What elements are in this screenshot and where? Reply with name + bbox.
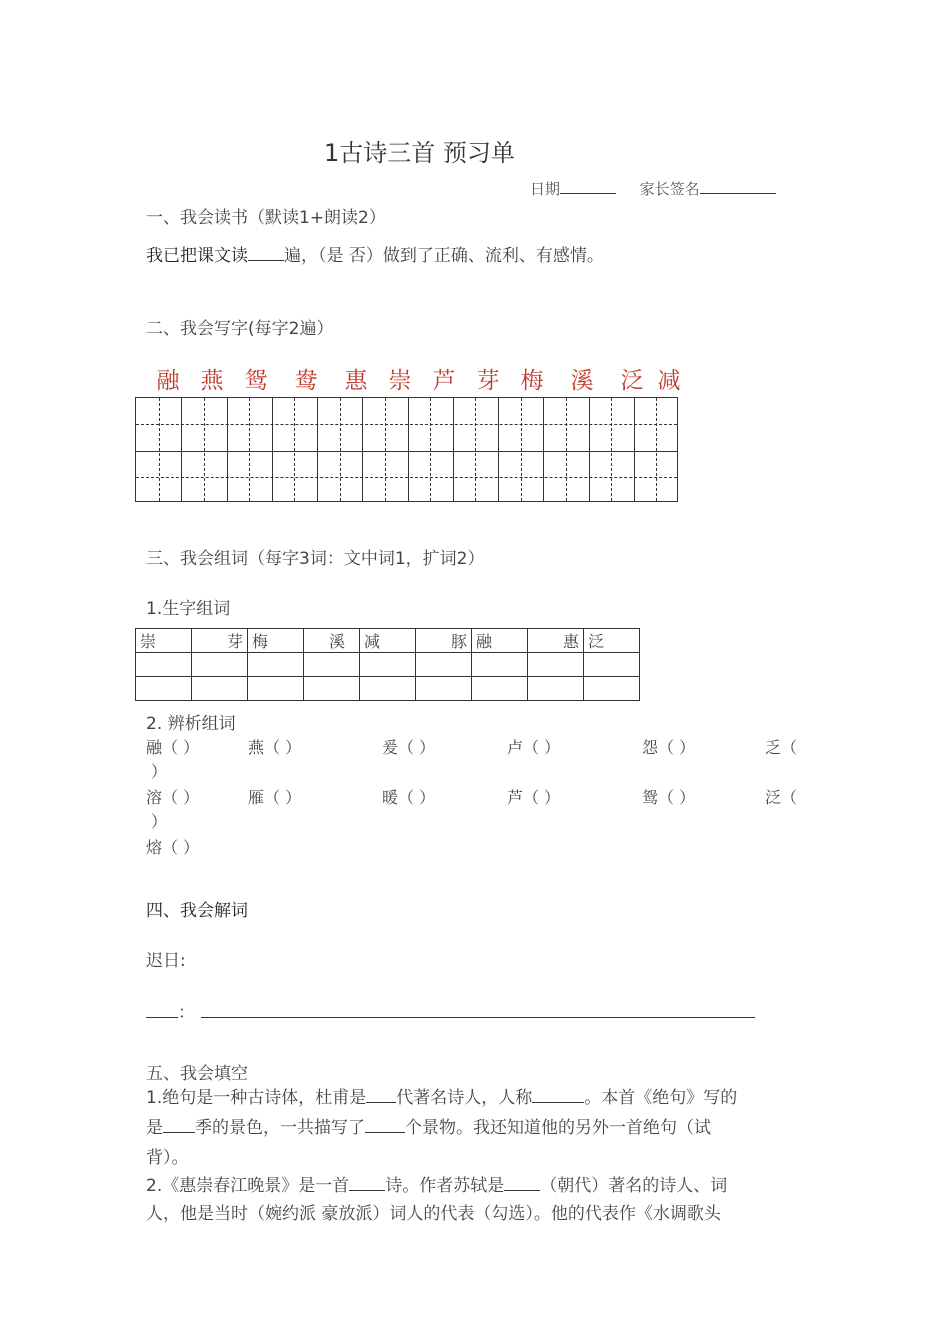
table-cell[interactable] <box>136 677 192 701</box>
practice-char: 芦 <box>432 368 456 394</box>
grid-column-line <box>159 398 160 501</box>
explanation-blank[interactable] <box>201 1001 755 1018</box>
table-cell[interactable] <box>192 653 248 677</box>
practice-char: 泛 <box>620 368 644 394</box>
distinguish-wrap: ） <box>151 812 168 831</box>
table-cell[interactable] <box>416 677 472 701</box>
distinguish-item: 融（ ） <box>146 738 200 757</box>
practice-char: 燕 <box>200 368 224 394</box>
writing-grid[interactable] <box>135 397 678 502</box>
table-header-cell: 减 <box>360 629 416 653</box>
distinguish-item: 怨（ ） <box>642 738 696 757</box>
sub-heading-distinguish: 2. 辨析组词 <box>146 714 236 734</box>
practice-char: 梅 <box>520 368 544 394</box>
grid-column-line <box>589 398 590 501</box>
grid-guide-line <box>136 477 677 478</box>
section1-heading: 一、我会读书（默读1+朗读2） <box>146 208 386 228</box>
fill-text: 2.《惠崇春江晚景》是一首 <box>146 1176 350 1196</box>
grid-column-line <box>249 398 250 501</box>
grid-column-line <box>385 398 386 501</box>
date-blank[interactable] <box>560 179 616 194</box>
read-times-prefix: 我已把课文读 <box>146 246 248 266</box>
section2-heading: 二、我会写字(每字2遍） <box>146 319 334 339</box>
table-row <box>136 629 640 653</box>
fill-text: 诗。作者苏轼是 <box>385 1176 505 1196</box>
distinguish-item: 爰（ ） <box>382 738 436 757</box>
section4-heading: 四、我会解词 <box>146 901 248 921</box>
section1-line <box>146 241 604 266</box>
grid-column-line <box>362 398 363 501</box>
table-header-cell: 惠 <box>528 629 584 653</box>
fill-blank[interactable] <box>349 1174 385 1191</box>
grid-guide-line <box>136 424 677 425</box>
table-header-cell: 溪 <box>304 629 360 653</box>
section3-heading: 三、我会组词（每字3词：文中词1，扩词2） <box>146 549 485 569</box>
table-cell[interactable] <box>528 653 584 677</box>
grid-column-line <box>611 398 612 501</box>
practice-char: 减 <box>657 368 681 394</box>
practice-characters <box>146 362 684 395</box>
grid-column-line <box>498 398 499 501</box>
grid-column-line <box>475 398 476 501</box>
practice-char: 惠 <box>344 368 368 394</box>
table-cell[interactable] <box>304 653 360 677</box>
distinguish-item: 溶（ ） <box>146 788 200 807</box>
table-header-cell: 芽 <box>192 629 248 653</box>
table-cell[interactable] <box>472 653 528 677</box>
grid-column-line <box>340 398 341 501</box>
fill-paragraph-2-line-2: 人，他是当时（婉约派 豪放派）词人的代表（勾选）。他的代表作《水调歌头 <box>146 1204 721 1224</box>
distinguish-item: 雁（ ） <box>248 788 302 807</box>
distinguish-item: 乏（ <box>765 738 798 757</box>
grid-column-line <box>204 398 205 501</box>
fill-blank[interactable] <box>163 1116 195 1133</box>
grid-column-line <box>543 398 544 501</box>
practice-char: 芽 <box>476 368 500 394</box>
table-header-cell: 豚 <box>416 629 472 653</box>
grid-column-line <box>566 398 567 501</box>
fill-text: 个景物。我还知道他的另外一首绝句（试 <box>405 1118 711 1138</box>
meta-line <box>530 178 776 199</box>
distinguish-wrap: ） <box>151 762 168 781</box>
table-header-cell: 崇 <box>136 629 192 653</box>
table-header-cell: 泛 <box>584 629 640 653</box>
table-cell[interactable] <box>584 677 640 701</box>
fill-text: （朝代）著名的诗人、词 <box>540 1176 728 1196</box>
page-title: 1古诗三首 预习单 <box>324 139 515 167</box>
section5-heading: 五、我会填空 <box>146 1064 248 1084</box>
grid-column-line <box>430 398 431 501</box>
sub-heading-new-words: 1.生字组词 <box>146 599 231 619</box>
table-cell[interactable] <box>472 677 528 701</box>
fill-text: 代著名诗人，人称 <box>396 1088 533 1108</box>
fill-paragraph-1-line-1 <box>146 1083 737 1108</box>
word-separator: ： <box>178 1003 195 1023</box>
distinguish-item: 卢（ ） <box>507 738 561 757</box>
table-cell[interactable] <box>360 653 416 677</box>
distinguish-item: 泛（ <box>765 788 798 807</box>
grid-column-line <box>227 398 228 501</box>
fill-text: 季的景色，一共描写了 <box>195 1118 365 1138</box>
grid-column-line <box>272 398 273 501</box>
table-cell[interactable] <box>136 653 192 677</box>
grid-column-line <box>317 398 318 501</box>
distinguish-item: 芦（ ） <box>507 788 561 807</box>
distinguish-item: 暖（ ） <box>382 788 436 807</box>
distinguish-item: 鸳（ ） <box>642 788 696 807</box>
table-cell[interactable] <box>416 653 472 677</box>
distinguish-item: 燕（ ） <box>248 738 302 757</box>
table-cell[interactable] <box>360 677 416 701</box>
fill-text: 。本首《绝句》写的 <box>584 1088 738 1108</box>
fill-paragraph-2-line-1 <box>146 1171 727 1196</box>
table-cell[interactable] <box>584 653 640 677</box>
grid-column-line <box>521 398 522 501</box>
table-row <box>136 677 640 701</box>
read-times-blank[interactable] <box>248 244 284 261</box>
word-table <box>135 628 640 701</box>
practice-char: 鸯 <box>294 368 318 394</box>
grid-column-line <box>181 398 182 501</box>
grid-row-line <box>136 451 677 452</box>
table-cell[interactable] <box>248 653 304 677</box>
grid-column-line <box>453 398 454 501</box>
parent-sign-label: 家长签名 <box>639 180 700 198</box>
fill-text: 是 <box>146 1118 163 1138</box>
table-header-cell: 梅 <box>248 629 304 653</box>
practice-char: 融 <box>156 368 180 394</box>
grid-column-line <box>634 398 635 501</box>
table-cell[interactable] <box>304 677 360 701</box>
fill-text: 1.绝句是一种古诗体，杜甫是 <box>146 1088 367 1108</box>
grid-column-line <box>656 398 657 501</box>
distinguish-item: 熔（ ） <box>146 838 200 857</box>
date-label: 日期 <box>530 180 561 198</box>
read-times-suffix: 遍，（是 否）做到了正确、流利、有感情。 <box>284 246 604 266</box>
table-cell[interactable] <box>192 677 248 701</box>
grid-column-line <box>408 398 409 501</box>
table-cell[interactable] <box>528 677 584 701</box>
practice-char: 崇 <box>388 368 412 394</box>
word-explain-item: 迟日: <box>146 951 186 971</box>
table-cell[interactable] <box>248 677 304 701</box>
fill-blank[interactable] <box>504 1174 540 1191</box>
practice-char: 鸳 <box>244 368 268 394</box>
practice-char: 溪 <box>570 368 594 394</box>
table-header-cell: 融 <box>472 629 528 653</box>
fill-blank[interactable] <box>365 1116 405 1133</box>
fill-paragraph-1-line-3: 背）。 <box>146 1148 189 1168</box>
fill-blank[interactable] <box>532 1086 584 1103</box>
parent-sign-blank[interactable] <box>700 179 776 194</box>
word-blank[interactable] <box>146 1001 178 1018</box>
word-explain-blank-line <box>146 998 755 1023</box>
fill-blank[interactable] <box>366 1086 396 1103</box>
fill-paragraph-1-line-2 <box>146 1113 711 1138</box>
table-row <box>136 653 640 677</box>
grid-column-line <box>294 398 295 501</box>
